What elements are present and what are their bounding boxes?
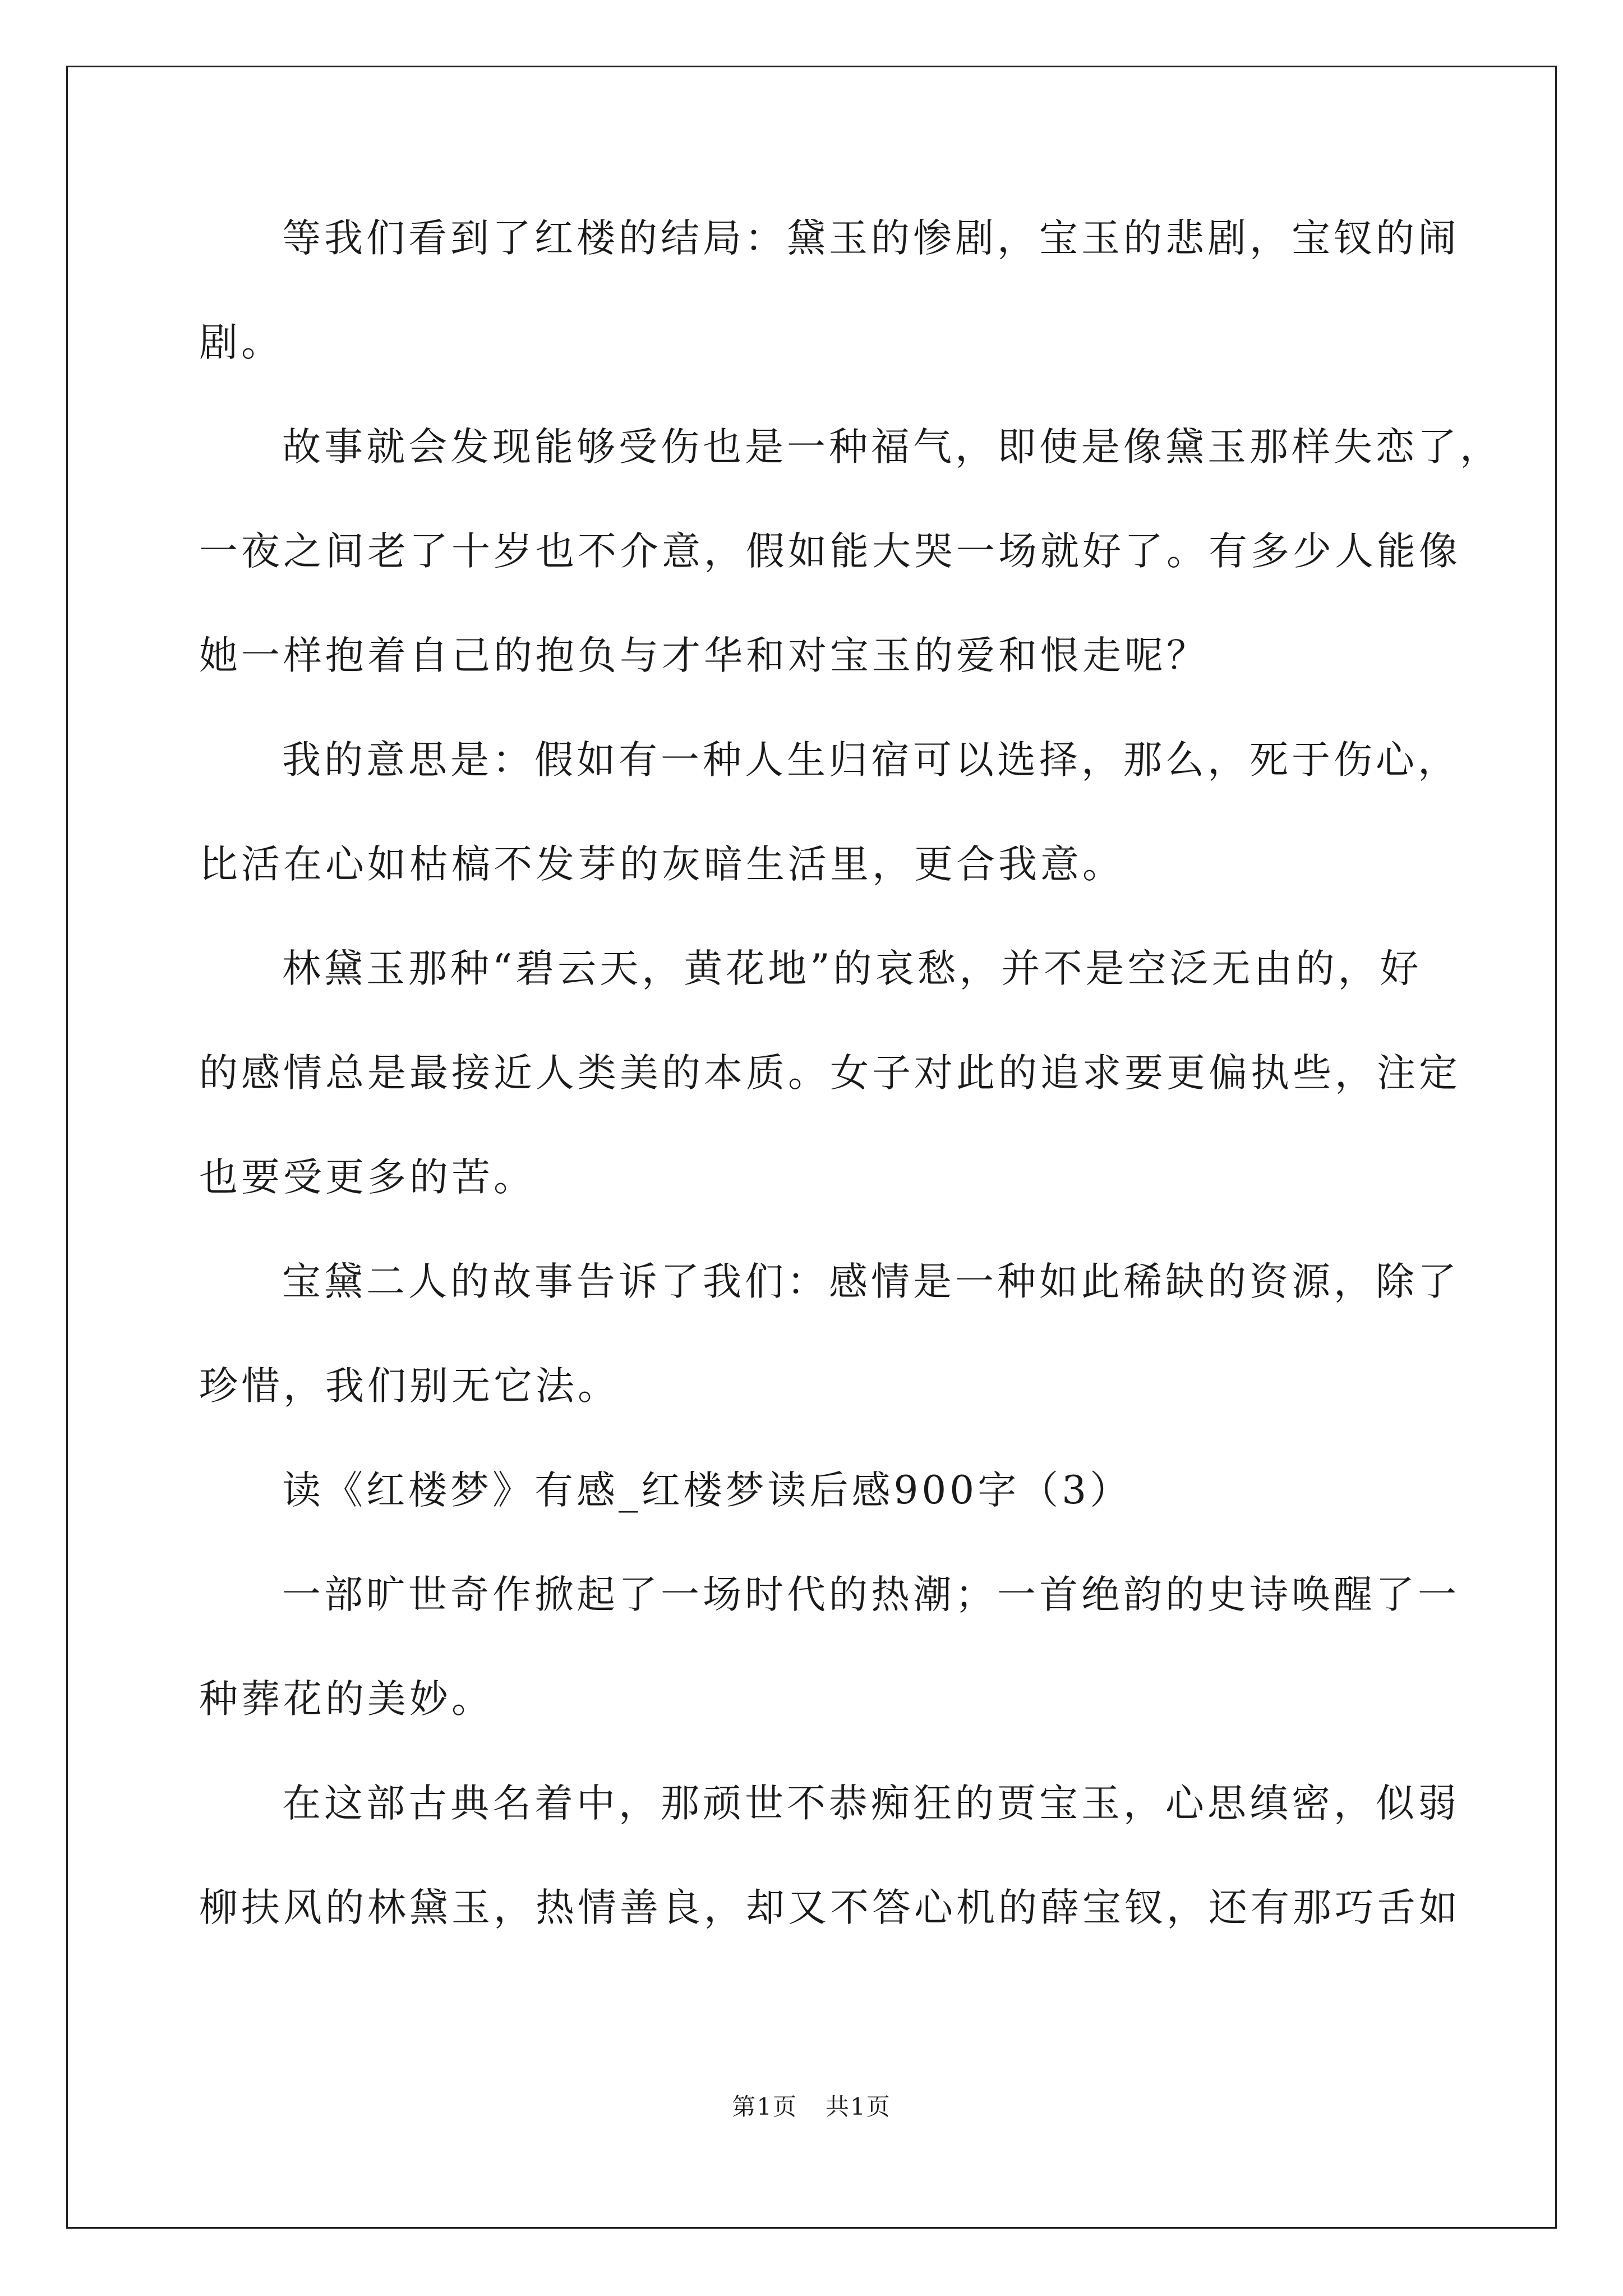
paragraph-line: 她一样抱着自己的抱负与才华和对宝玉的爱和恨走呢？ [199, 633, 1209, 678]
paragraph-line: 比活在心如枯槁不发芽的灰暗生活里，更合我意。 [199, 842, 1124, 887]
paragraph-line: 在这部古典名着中，那顽世不恭痴狂的贾宝玉，心思缜密，似弱 [282, 1781, 1460, 1826]
paragraph-line: 珍惜，我们别无它法。 [199, 1364, 620, 1409]
paragraph-line: 林黛玉那种“碧云天，黄花地”的哀愁，并不是空泛无由的，好 [282, 946, 1422, 991]
paragraph-line: 也要受更多的苦。 [199, 1155, 536, 1200]
paragraph-line: 的感情总是最接近人类美的本质。女子对此的追求要更偏执些，注定 [199, 1051, 1461, 1096]
paragraph-line: 一夜之间老了十岁也不介意，假如能大哭一场就好了。有多少人能像 [199, 529, 1461, 574]
paragraph-line: 等我们看到了红楼的结局：黛玉的惨剧，宝玉的悲剧，宝钗的闹 [282, 216, 1460, 261]
paragraph-line: 我的意思是：假如有一种人生归宿可以选择，那么，死于伤心， [282, 738, 1460, 783]
paragraph-line: 故事就会发现能够受伤也是一种福气，即使是像黛玉那样失恋了， [282, 425, 1502, 470]
page-footer [0, 2090, 1623, 2124]
paragraph-line: 种葬花的美妙。 [199, 1677, 494, 1722]
paragraph-line: 一部旷世奇作掀起了一场时代的热潮；一首绝韵的史诗唤醒了一 [282, 1572, 1460, 1617]
page-number-total: 共1页 [826, 2093, 891, 2120]
paragraph-line: 宝黛二人的故事告诉了我们：感情是一种如此稀缺的资源，除了 [282, 1259, 1460, 1304]
paragraph-line: 剧。 [199, 320, 283, 365]
paragraph-line: 柳扶风的林黛玉，热情善良，却又不答心机的薛宝钗，还有那巧舌如 [199, 1885, 1461, 1930]
section-heading: 读《红楼梦》有感_红楼梦读后感900字（3） [282, 1468, 1132, 1513]
page-number-current: 第1页 [732, 2093, 797, 2120]
